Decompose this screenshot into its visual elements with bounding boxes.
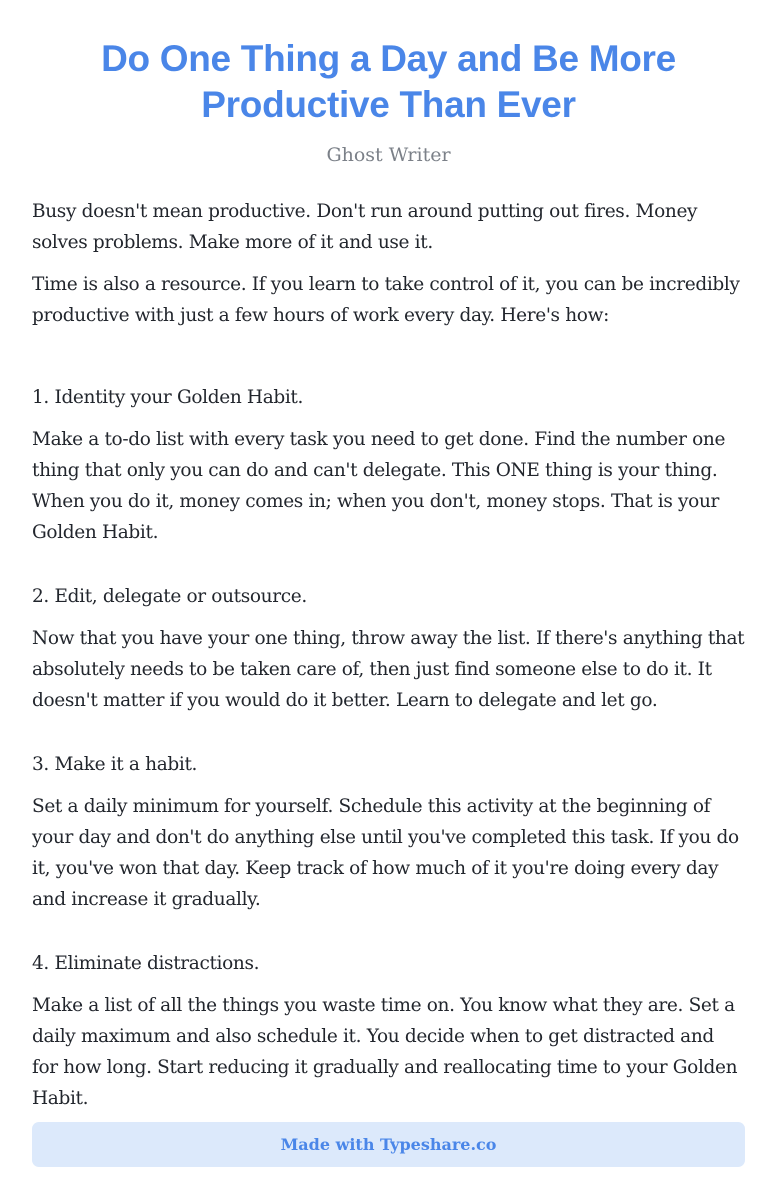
intro-paragraph-2: Time is also a resource. If you learn to take control of it, you can be incredibly productive with just a few hours of work every day. Here's how: bbox=[32, 274, 740, 326]
title-line-2: Productive Than Ever bbox=[201, 84, 576, 125]
article-body bbox=[32, 196, 745, 1114]
section-text-2: Now that you have your one thing, throw away the list. If there's anything that absolutely needs to be taken care of, then just find someone else to do it. It doesn't matter if you would do it better. Learn to delegate and let go. bbox=[32, 628, 745, 711]
intro-paragraph-1: Busy doesn't mean productive. Don't run around putting out fires. Money solves problems. Make more of it and use it. bbox=[32, 201, 698, 253]
page-title bbox=[52, 36, 725, 128]
section-heading-2: 2. Edit, delegate or outsource. bbox=[32, 586, 307, 607]
title-line-1: Do One Thing a Day and Be More bbox=[101, 38, 676, 79]
spacer bbox=[32, 342, 745, 382]
section-text-1: Make a to-do list with every task you need to get done. Find the number one thing that only you can do and can't delegate. This ONE thing is your thing. When you do it, money comes in; when you don't, money stops. That is your Golden Habit. bbox=[32, 429, 726, 543]
section-heading-4: 4. Eliminate distractions. bbox=[32, 953, 260, 974]
section-text-3: Set a daily minimum for yourself. Schedule this activity at the beginning of your day and don't do anything else until you've completed this task. If you do it, you've won that day. Keep track of how much of it you're doing every day and increase it gradually. bbox=[32, 796, 739, 910]
section-text-4: Make a list of all the things you waste time on. You know what they are. Set a daily maximum and also schedule it. You decide when to get distracted and for how long. Start reducing it gradually and reallocating time to your Golden Habit. bbox=[32, 995, 738, 1109]
section-heading-3: 3. Make it a habit. bbox=[32, 754, 198, 775]
author-name: Ghost Writer bbox=[326, 144, 451, 166]
made-with-typeshare-link[interactable]: Made with Typeshare.co bbox=[32, 1122, 745, 1167]
section-heading-1: 1. Identity your Golden Habit. bbox=[32, 387, 304, 408]
